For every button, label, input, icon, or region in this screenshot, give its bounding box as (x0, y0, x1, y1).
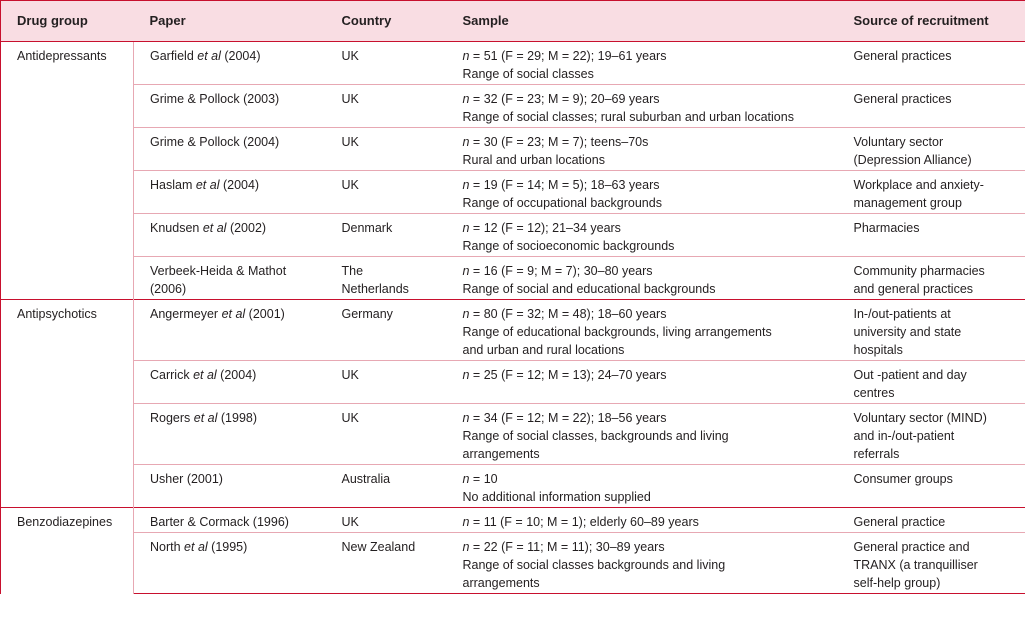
sample-size (463, 409, 838, 427)
sample-n: n (462, 411, 470, 425)
country-name: UK (341, 49, 359, 63)
sample-detail: = 32 (F = 23; M = 9); 20–69 years (469, 92, 660, 106)
paper-cell (134, 128, 326, 171)
sample-extra: Range of socioeconomic backgrounds (462, 239, 675, 253)
country-name: Germany (341, 307, 393, 321)
sample-extra: Range of occupational backgrounds (462, 196, 662, 210)
country-cell (326, 404, 447, 465)
paper-cell (134, 214, 326, 257)
table-row (1, 214, 1025, 257)
sample-n: n (462, 515, 470, 529)
table-header (1, 1, 1025, 42)
sample-extra: Range of educational backgrounds, living arrangements (462, 325, 772, 339)
sample-size (463, 47, 838, 65)
paper-citation (150, 305, 326, 323)
sample-cell (447, 171, 838, 214)
source-line: and in-/out-patient (853, 429, 955, 443)
table-row (1, 533, 1025, 594)
country-cell (326, 533, 447, 594)
sample-cell (447, 533, 838, 594)
source-line: Out -patient and day (853, 368, 967, 382)
sample-n: n (462, 540, 470, 554)
country-name: UK (341, 411, 359, 425)
sample-detail: = 10 (469, 472, 498, 486)
country-name: Denmark (341, 221, 393, 235)
table-row (1, 300, 1025, 361)
sample-cell (447, 361, 838, 404)
paper-author: Usher (2001) (150, 472, 223, 486)
source-line: General practice and (853, 540, 970, 554)
country-name: The (341, 264, 364, 278)
header-sample: Sample (447, 1, 838, 42)
table-row (1, 257, 1025, 300)
paper-year: (2004) (216, 368, 257, 382)
sample-extra: arrangements (462, 447, 540, 461)
sample-size (463, 513, 838, 531)
header-drug-group: Drug group (1, 1, 134, 42)
paper-etal: et al (193, 411, 218, 425)
source-cell (838, 257, 1025, 300)
paper-author: Knudsen (150, 221, 203, 235)
source-line: (Depression Alliance) (853, 153, 972, 167)
paper-cell (134, 508, 326, 533)
paper-author: Angermeyer (150, 307, 222, 321)
paper-author: Carrick (150, 368, 194, 382)
sample-extra: and urban and rural locations (462, 343, 625, 357)
drug-group-name: Antidepressants (17, 49, 107, 63)
sample-size (463, 538, 838, 556)
sample-cell (447, 404, 838, 465)
source-line: Workplace and anxiety- (853, 178, 984, 192)
sample-detail: = 51 (F = 29; M = 22); 19–61 years (469, 49, 667, 63)
country-name: UK (341, 92, 359, 106)
sample-size (463, 262, 838, 280)
paper-author: Grime & Pollock (2004) (150, 135, 280, 149)
sample-detail: = 12 (F = 12); 21–34 years (469, 221, 621, 235)
drug-group-cell (1, 508, 134, 594)
paper-etal: et al (193, 368, 217, 382)
sample-size (463, 470, 838, 488)
sample-cell (447, 128, 838, 171)
sample-n: n (462, 307, 470, 321)
table-row (1, 171, 1025, 214)
paper-citation (150, 470, 326, 488)
table-row (1, 128, 1025, 171)
sample-cell (447, 257, 838, 300)
sample-detail: = 25 (F = 12; M = 13); 24–70 years (469, 368, 667, 382)
source-line: Voluntary sector (MIND) (853, 411, 987, 425)
country-cell (326, 508, 447, 533)
sample-size (463, 305, 838, 323)
paper-citation (150, 133, 326, 151)
source-line: General practices (853, 92, 952, 106)
country-cell (326, 214, 447, 257)
country-cell (326, 128, 447, 171)
sample-extra: Range of social classes, backgrounds and living (462, 429, 729, 443)
country-cell (326, 465, 447, 508)
paper-author: Haslam (150, 178, 196, 192)
country-cell (326, 85, 447, 128)
sample-n: n (462, 368, 470, 382)
source-cell (838, 533, 1025, 594)
paper-etal: et al (202, 221, 227, 235)
country-name: New Zealand (341, 540, 416, 554)
drug-group-cell (1, 42, 134, 300)
sample-extra: arrangements (462, 576, 540, 590)
paper-year: (1998) (217, 411, 258, 425)
source-line: Pharmacies (853, 221, 920, 235)
drug-group-name: Benzodiazepines (17, 515, 113, 529)
source-cell (838, 300, 1025, 361)
sample-detail: = 30 (F = 23; M = 7); teens–70s (469, 135, 649, 149)
sample-extra: Rural and urban locations (462, 153, 605, 167)
source-line: General practice (853, 515, 946, 529)
sample-n: n (462, 264, 470, 278)
paper-cell (134, 533, 326, 594)
sample-n: n (462, 178, 470, 192)
country-cell (326, 257, 447, 300)
sample-cell (447, 465, 838, 508)
paper-citation (150, 409, 326, 427)
paper-cell (134, 171, 326, 214)
country-name: UK (341, 368, 359, 382)
sample-n: n (462, 472, 470, 486)
country-cell (326, 361, 447, 404)
paper-citation (150, 90, 326, 108)
header-paper: Paper (134, 1, 326, 42)
paper-author: Rogers (150, 411, 194, 425)
header-row (1, 1, 1025, 42)
paper-etal: et al (184, 540, 208, 554)
paper-year: (2002) (226, 221, 267, 235)
source-line: In-/out-patients at (853, 307, 951, 321)
sample-cell (447, 214, 838, 257)
country-name-line2: Netherlands (341, 282, 409, 296)
paper-cell (134, 361, 326, 404)
sample-detail: = 22 (F = 11; M = 11); 30–89 years (469, 540, 665, 554)
sample-n: n (462, 135, 470, 149)
source-cell (838, 214, 1025, 257)
source-line: centres (853, 386, 895, 400)
sample-cell (447, 42, 838, 85)
paper-citation (150, 513, 326, 531)
country-name: UK (341, 135, 359, 149)
paper-author: Verbeek-Heida & Mathot (150, 264, 287, 278)
source-line: management group (853, 196, 962, 210)
sample-extra: Range of social classes backgrounds and living (462, 558, 726, 572)
paper-cell (134, 404, 326, 465)
source-line: Community pharmacies (853, 264, 985, 278)
source-line: hospitals (853, 343, 903, 357)
drug-group-name: Antipsychotics (17, 307, 97, 321)
sample-size (463, 219, 838, 237)
country-cell (326, 42, 447, 85)
paper-cell (134, 85, 326, 128)
table-row (1, 85, 1025, 128)
sample-size (463, 133, 838, 151)
sample-size (463, 90, 838, 108)
source-line: General practices (853, 49, 952, 63)
paper-citation (150, 219, 326, 237)
paper-etal: et al (221, 307, 246, 321)
sample-cell (447, 300, 838, 361)
country-name: UK (341, 178, 359, 192)
paper-citation (150, 176, 326, 194)
sample-extra: Range of social classes (462, 67, 594, 81)
source-cell (838, 171, 1025, 214)
source-line: self-help group) (853, 576, 941, 590)
sample-detail: = 19 (F = 14; M = 5); 18–63 years (469, 178, 660, 192)
table-row (1, 361, 1025, 404)
sample-n: n (462, 92, 470, 106)
table-body (1, 42, 1025, 594)
paper-citation (150, 262, 326, 280)
paper-cell (134, 257, 326, 300)
header-country: Country (326, 1, 447, 42)
source-line: university and state (853, 325, 962, 339)
source-line: and general practices (853, 282, 974, 296)
paper-year: (2004) (220, 49, 261, 63)
table-row (1, 42, 1025, 85)
sample-extra: Range of social and educational backgrounds (462, 282, 716, 296)
paper-etal: et al (195, 178, 220, 192)
paper-cell (134, 42, 326, 85)
country-cell (326, 171, 447, 214)
source-line: Voluntary sector (853, 135, 944, 149)
sample-cell (447, 85, 838, 128)
drug-group-cell (1, 300, 134, 508)
paper-year: (2001) (245, 307, 285, 321)
header-source: Source of recruitment (838, 1, 1025, 42)
source-cell (838, 361, 1025, 404)
country-name: Australia (341, 472, 391, 486)
paper-author: North (150, 540, 185, 554)
sample-extra: No additional information supplied (462, 490, 651, 504)
paper-cell (134, 465, 326, 508)
source-cell (838, 42, 1025, 85)
paper-etal: et al (197, 49, 221, 63)
sample-detail: = 11 (F = 10; M = 1); elderly 60–89 years (469, 515, 699, 529)
source-cell (838, 128, 1025, 171)
paper-citation (150, 47, 326, 65)
paper-author: Garfield (150, 49, 198, 63)
paper-author: Grime & Pollock (2003) (150, 92, 280, 106)
source-cell (838, 508, 1025, 533)
paper-year: (2004) (219, 178, 260, 192)
sample-detail: = 34 (F = 12; M = 22); 18–56 years (469, 411, 667, 425)
sample-size (463, 366, 838, 384)
paper-citation (150, 538, 326, 556)
sample-n: n (462, 49, 470, 63)
table-row (1, 508, 1025, 533)
source-cell (838, 465, 1025, 508)
sample-size (463, 176, 838, 194)
source-line: referrals (853, 447, 900, 461)
source-line: TRANX (a tranquilliser (853, 558, 978, 572)
paper-author: Barter & Cormack (1996) (150, 515, 289, 529)
table-row (1, 465, 1025, 508)
sample-extra: Range of social classes; rural suburban and urban locations (462, 110, 794, 124)
source-cell (838, 404, 1025, 465)
source-cell (838, 85, 1025, 128)
country-cell (326, 300, 447, 361)
sample-cell (447, 508, 838, 533)
sample-detail: = 80 (F = 32; M = 48); 18–60 years (469, 307, 667, 321)
paper-citation (150, 366, 326, 384)
paper-year: (1995) (207, 540, 248, 554)
sample-n: n (462, 221, 470, 235)
country-name: UK (341, 515, 359, 529)
paper-year-line: (2006) (150, 282, 187, 296)
paper-cell (134, 300, 326, 361)
source-line: Consumer groups (853, 472, 953, 486)
table-row (1, 404, 1025, 465)
sample-detail: = 16 (F = 9; M = 7); 30–80 years (469, 264, 653, 278)
